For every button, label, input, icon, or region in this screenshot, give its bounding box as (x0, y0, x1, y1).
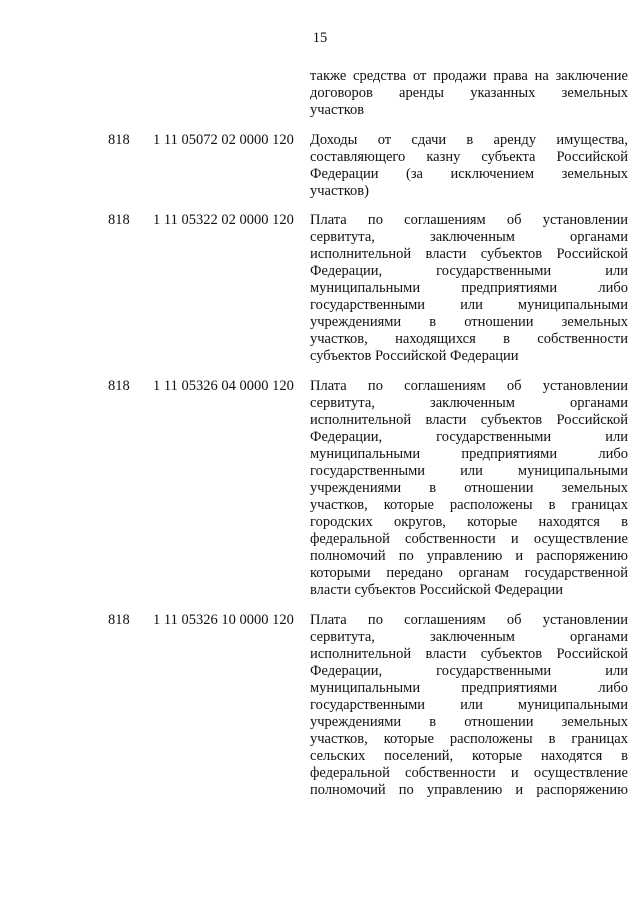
budget-classification-code: 1 11 05072 02 0000 120 (153, 132, 294, 148)
income-description (310, 132, 628, 200)
description-line: которыми передано органам государственной (310, 565, 628, 581)
description-line: субъектов Российской Федерации (310, 348, 519, 364)
administrator-code: 818 (108, 132, 130, 148)
description-line: полномочий по управлению и распоряжению (310, 548, 628, 564)
income-description (310, 378, 628, 599)
description-line: исполнительной власти субъектов Российской (310, 412, 628, 428)
description-line: исполнительной власти субъектов Российской (310, 646, 628, 662)
description-line: договоров аренды указанных земельных (310, 85, 628, 101)
description-line: муниципальными предприятиями либо (310, 446, 628, 462)
description-line: участков) (310, 183, 369, 199)
description-line: учреждениями в отношении земельных (310, 480, 628, 496)
budget-classification-code: 1 11 05326 04 0000 120 (153, 378, 294, 394)
page-number: 15 (312, 30, 328, 46)
description-line: Доходы от сдачи в аренду имущества, (310, 132, 628, 148)
description-line: исполнительной власти субъектов Российской (310, 246, 628, 262)
income-description (310, 68, 628, 119)
description-line: сервитута, заключенным органами (310, 629, 628, 645)
description-line: участков, которые расположены в границах (310, 497, 628, 513)
budget-classification-code: 1 11 05326 10 0000 120 (153, 612, 294, 628)
description-line: муниципальными предприятиями либо (310, 280, 628, 296)
description-line: сервитута, заключенным органами (310, 229, 628, 245)
description-line: также средства от продажи права на заключение (310, 68, 628, 84)
description-line: Плата по соглашениям об установлении (310, 612, 628, 628)
administrator-code: 818 (108, 212, 130, 228)
budget-classification-code: 1 11 05322 02 0000 120 (153, 212, 294, 228)
description-line: муниципальными предприятиями либо (310, 680, 628, 696)
description-line: сельских поселений, которые находятся в (310, 748, 628, 764)
description-line: городских округов, которые находятся в (310, 514, 628, 530)
description-line: Федерации, государственными или (310, 429, 628, 445)
administrator-code: 818 (108, 378, 130, 394)
description-line: участков (310, 102, 365, 118)
description-line: учреждениями в отношении земельных (310, 714, 628, 730)
description-line: участков, которые расположены в границах (310, 731, 628, 747)
description-line: участков, находящихся в собственности (310, 331, 628, 347)
description-line: составляющего казну субъекта Российской (310, 149, 628, 165)
description-line: Федерации, государственными или (310, 263, 628, 279)
description-line: государственными или муниципальными (310, 297, 628, 313)
description-line: государственными или муниципальными (310, 697, 628, 713)
administrator-code: 818 (108, 612, 130, 628)
description-line: федеральной собственности и осуществление (310, 765, 628, 781)
description-line: учреждениями в отношении земельных (310, 314, 628, 330)
description-line: Федерации (за исключением земельных (310, 166, 628, 182)
description-line: полномочий по управлению и распоряжению (310, 782, 628, 798)
description-line: федеральной собственности и осуществление (310, 531, 628, 547)
description-line: сервитута, заключенным органами (310, 395, 628, 411)
income-description (310, 612, 628, 799)
description-line: государственными или муниципальными (310, 463, 628, 479)
description-line: Федерации, государственными или (310, 663, 628, 679)
description-line: власти субъектов Российской Федерации (310, 582, 564, 598)
description-line: Плата по соглашениям об установлении (310, 378, 628, 394)
description-line: Плата по соглашениям об установлении (310, 212, 628, 228)
income-description (310, 212, 628, 365)
